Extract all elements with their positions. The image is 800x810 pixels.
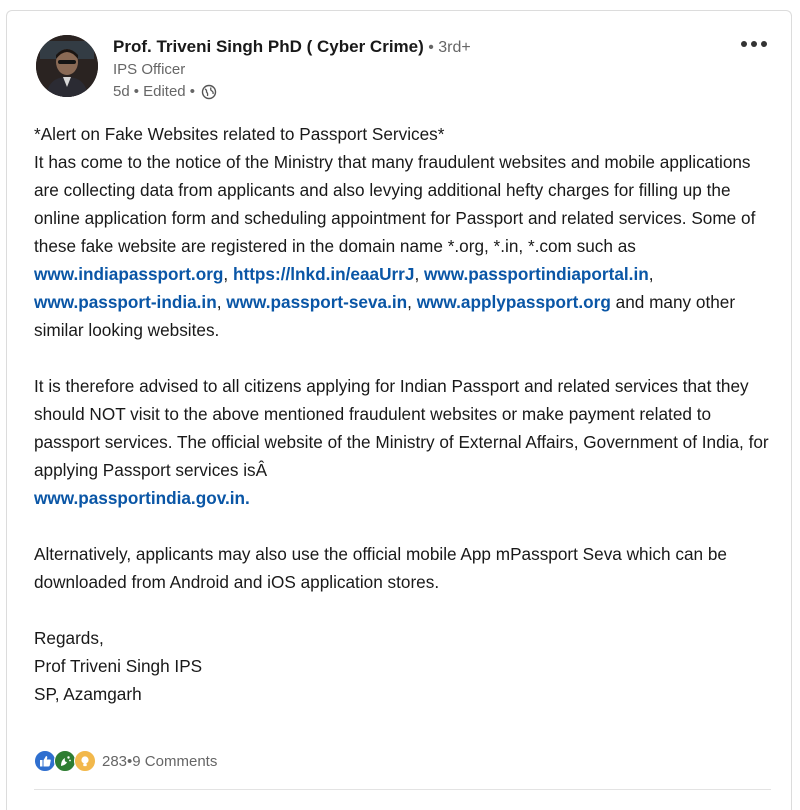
post-time: 5d (113, 83, 130, 100)
like-icon (34, 750, 56, 772)
reaction-count[interactable]: 283 (102, 752, 128, 770)
signature-regards: Regards, (34, 628, 104, 648)
paragraph-gap (34, 512, 774, 540)
avatar-photo-icon (36, 35, 98, 97)
paragraph-1-text: It has come to the notice of the Ministry that many fraudulent websites and mobile applications are collecting data from applicants and also levying additional hefty charges for filling up the online application form and scheduling appointment for Passport and related services. Some of these fake website are registered in the domain name *.org, *.in, *.com such as (34, 152, 756, 256)
social-counts (34, 750, 217, 772)
link-indiapassport[interactable]: www.indiapassport.org (34, 264, 224, 284)
post-paragraph-1: It has come to the notice of the Ministry that many fraudulent websites and mobile applications are collecting data from applicants and also levying additional hefty charges for filling up the online application form and scheduling appointment for Passport and related services. Some of these fake website are registered in the domain name *.org, *.in, *.com such as www.indiapassport.org, https://lnkd.in/eaaUrrJ, www.passportindiaportal.in, www.passport-india.in, www.passport-seva.in, www.applypassport.org and many other similar looking websites. (34, 152, 756, 340)
degree-separator: • (423, 39, 439, 56)
paragraph-2-text: It is therefore advised to all citizens applying for Indian Passport and related services that they should NOT visit to the above mentioned fraudulent websites or make payment related to passport services. The official website of the Ministry of External Affairs, Government of India, for applying Passport services isÂ (34, 376, 769, 480)
signature-name: Prof Triveni Singh IPS (34, 656, 203, 676)
paragraph-gap (34, 344, 774, 372)
globe-icon (201, 84, 217, 100)
link-applypassport[interactable]: www.applypassport.org (416, 292, 611, 312)
edited-label: • Edited • (133, 83, 196, 100)
post-meta (113, 81, 471, 103)
more-options-button[interactable] (737, 37, 771, 51)
link-official-site[interactable]: www.passportindia.gov.in. (34, 488, 250, 508)
insightful-icon (74, 750, 96, 772)
more-dot (741, 41, 747, 47)
reaction-icons[interactable] (34, 750, 94, 772)
celebrate-icon (54, 750, 76, 772)
paragraph-1-tail: and many other similar looking websites. (34, 292, 736, 340)
divider (34, 789, 771, 790)
post-body (34, 120, 774, 708)
link-passportindiaportal[interactable]: www.passportindiaportal.in (424, 264, 649, 284)
paragraph-gap (34, 596, 774, 624)
author-headline: IPS Officer (113, 61, 186, 78)
connection-degree: 3rd+ (438, 39, 471, 56)
signature-title: SP, Azamgarh (34, 684, 142, 704)
author-line (113, 36, 471, 59)
link-lnkd[interactable]: https://lnkd.in/eaaUrrJ (232, 264, 415, 284)
more-dot (751, 41, 757, 47)
author-name[interactable]: Prof. Triveni Singh PhD ( Cyber Crime) (113, 37, 424, 56)
count-separator: • (127, 752, 133, 770)
link-passport-india[interactable]: www.passport-india.in (34, 292, 217, 312)
link-passport-seva[interactable]: www.passport-seva.in (226, 292, 408, 312)
post-title: *Alert on Fake Websites related to Passport Services* (34, 124, 445, 144)
more-dot (761, 41, 767, 47)
comments-count[interactable]: 9 Comments (132, 752, 218, 770)
post-card (6, 10, 792, 810)
author-avatar[interactable] (36, 35, 98, 97)
post-paragraph-2 (34, 372, 774, 512)
post-paragraph-3: Alternatively, applicants may also use the official mobile App mPassport Seva which can be downloaded from Android and iOS application stores. (34, 544, 727, 592)
author-info (113, 36, 471, 103)
